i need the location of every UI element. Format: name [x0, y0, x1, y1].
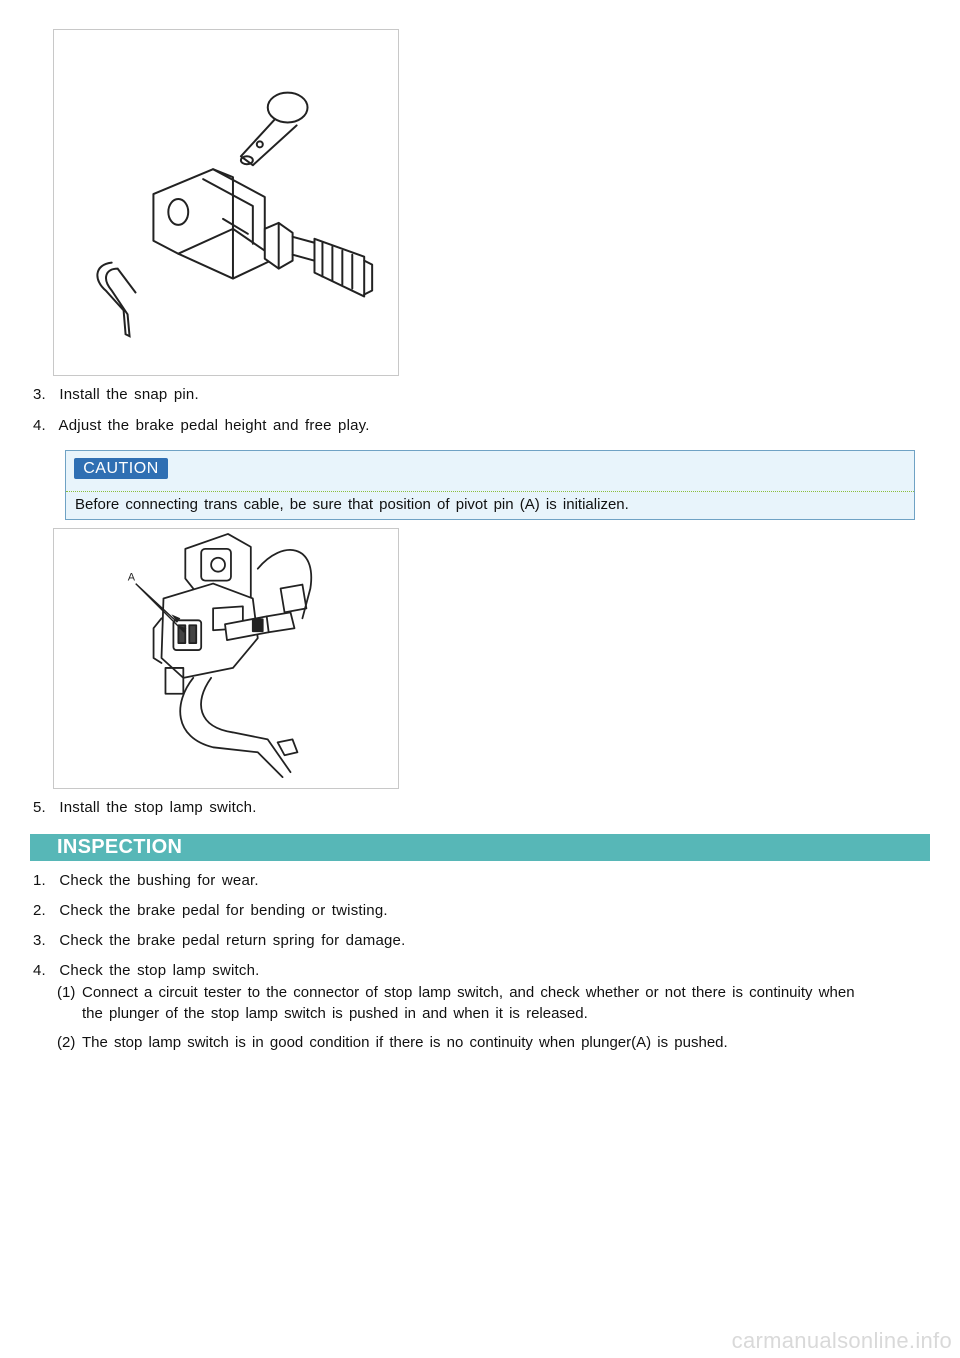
caution-badge: CAUTION [74, 458, 168, 479]
pedal-assembly-diagram-icon [54, 529, 398, 788]
substep-1-line-1: Connect a circuit tester to the connector of stop lamp switch, and check whether or not there is continuity when [82, 984, 855, 1001]
caution-divider [66, 491, 914, 492]
install-step-3: 3. Install the snap pin. [33, 386, 199, 403]
pedal-assembly-illustration [53, 528, 399, 789]
substep-1-line-2: the plunger of the stop lamp switch is pushed in and when it is released. [82, 1005, 588, 1022]
inspection-step-4: 4. Check the stop lamp switch. [33, 962, 260, 979]
clevis-and-pin-diagram-icon [54, 30, 398, 375]
inspection-title: INSPECTION [57, 836, 183, 858]
substep-1-number: (1) [57, 984, 76, 1001]
substep-2-line-1: The stop lamp switch is in good condition if there is no continuity when plunger(A) is pushed. [82, 1034, 728, 1051]
inspection-step-1: 1. Check the bushing for wear. [33, 872, 259, 889]
inspection-step-2: 2. Check the brake pedal for bending or twisting. [33, 902, 388, 919]
install-step-4: 4. Adjust the brake pedal height and free play. [33, 417, 370, 434]
watermark-url: carmanualsonline.info [731, 1328, 952, 1353]
install-step-5: 5. Install the stop lamp switch. [33, 799, 257, 816]
inspection-section-header [30, 834, 930, 861]
clevis-snap-pin-illustration [53, 29, 399, 376]
substep-2-number: (2) [57, 1034, 76, 1051]
inspection-step-3: 3. Check the brake pedal return spring for damage. [33, 932, 406, 949]
caution-box [65, 450, 915, 520]
caution-text: Before connecting trans cable, be sure that position of pivot pin (A) is initializen. [75, 496, 629, 513]
callout-label-a: A [127, 571, 136, 584]
